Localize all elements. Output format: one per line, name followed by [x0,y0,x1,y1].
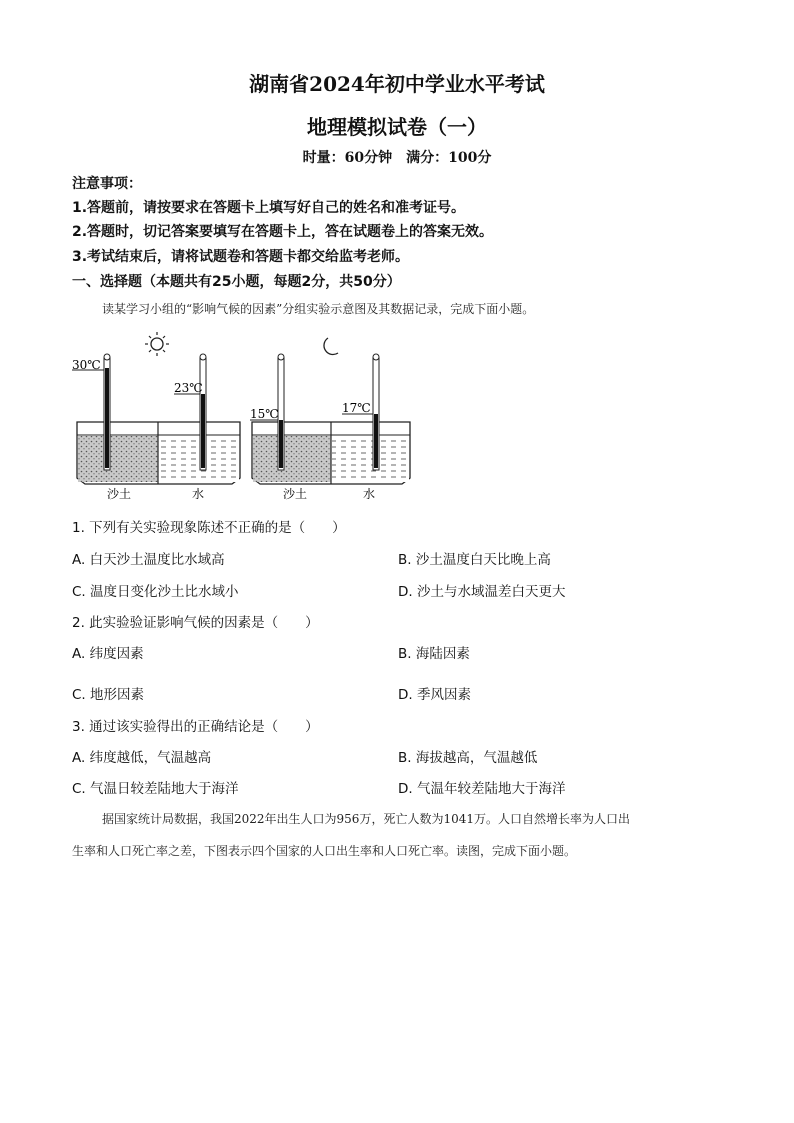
notes-heading: 注意事项： [72,176,142,192]
question-2-option-b[interactable]: B. 海陆因素 [398,646,470,662]
exam-title: 湖南省2024年初中学业水平考试 [249,72,545,96]
time-score-line: 时量：60分钟 满分：100分 [302,150,492,166]
question-1-stem: 1. 下列有关实验现象陈述不正确的是（ ） [72,520,346,536]
experiment-figure [70,330,415,502]
note-item-1: 1.答题前，请按要求在答题卡上填写好自己的姓名和准考证号。 [72,200,466,216]
temp-label-sand-day: 30℃ [72,358,101,372]
question-2-option-a[interactable]: A. 纬度因素 [72,646,144,662]
section-heading: 一、选择题（本题共有25小题，每题2分，共50分） [72,274,401,290]
night-tray [252,422,410,484]
question-3-stem: 3. 通过该实验得出的正确结论是（ ） [72,719,319,735]
exam-subtitle: 地理模拟试卷（一） [307,115,487,139]
temp-label-water-night: 17℃ [342,401,371,415]
tray-label-water-day: 水 [192,487,205,501]
question-1-option-c[interactable]: C. 温度日变化沙土比水域小 [72,584,239,600]
question-1-option-a[interactable]: A. 白天沙土温度比水域高 [72,552,225,568]
question-2-option-d[interactable]: D. 季风因素 [398,687,471,703]
temp-label-water-day: 23℃ [174,381,203,395]
day-tray [77,422,240,484]
passage-2-line-1: 据国家统计局数据，我国2022年出生人口为956万，死亡人数为1041万。人口自然增长率为人口出 [102,812,630,826]
temp-label-sand-night: 15℃ [250,407,279,421]
section-intro: 读某学习小组的“影响气候的因素”分组实验示意图及其数据记录，完成下面小题。 [102,302,535,316]
passage-2-line-2: 生率和人口死亡率之差，下图表示四个国家的人口出生率和人口死亡率。读图，完成下面小题。 [72,844,577,858]
tray-label-sand-night: 沙土 [283,487,308,501]
tray-label-sand-day: 沙土 [107,487,132,501]
question-3-option-a[interactable]: A. 纬度越低，气温越高 [72,750,212,766]
question-1-option-b[interactable]: B. 沙土温度白天比晚上高 [398,552,551,568]
note-item-2: 2.答题时，切记答案要填写在答题卡上，答在试题卷上的答案无效。 [72,224,494,240]
question-1-option-d[interactable]: D. 沙土与水域温差白天更大 [398,584,566,600]
note-item-3: 3.考试结束后，请将试题卷和答题卡都交给监考老师。 [72,249,410,265]
question-3-option-d[interactable]: D. 气温年较差陆地大于海洋 [398,781,566,797]
question-3-option-c[interactable]: C. 气温日较差陆地大于海洋 [72,781,239,797]
tray-label-water-night: 水 [363,487,376,501]
moon-icon [324,338,338,355]
question-3-option-b[interactable]: B. 海拔越高，气温越低 [398,750,538,766]
sun-icon [145,332,169,356]
question-2-option-c[interactable]: C. 地形因素 [72,687,145,703]
question-2-stem: 2. 此实验验证影响气候的因素是（ ） [72,615,319,631]
